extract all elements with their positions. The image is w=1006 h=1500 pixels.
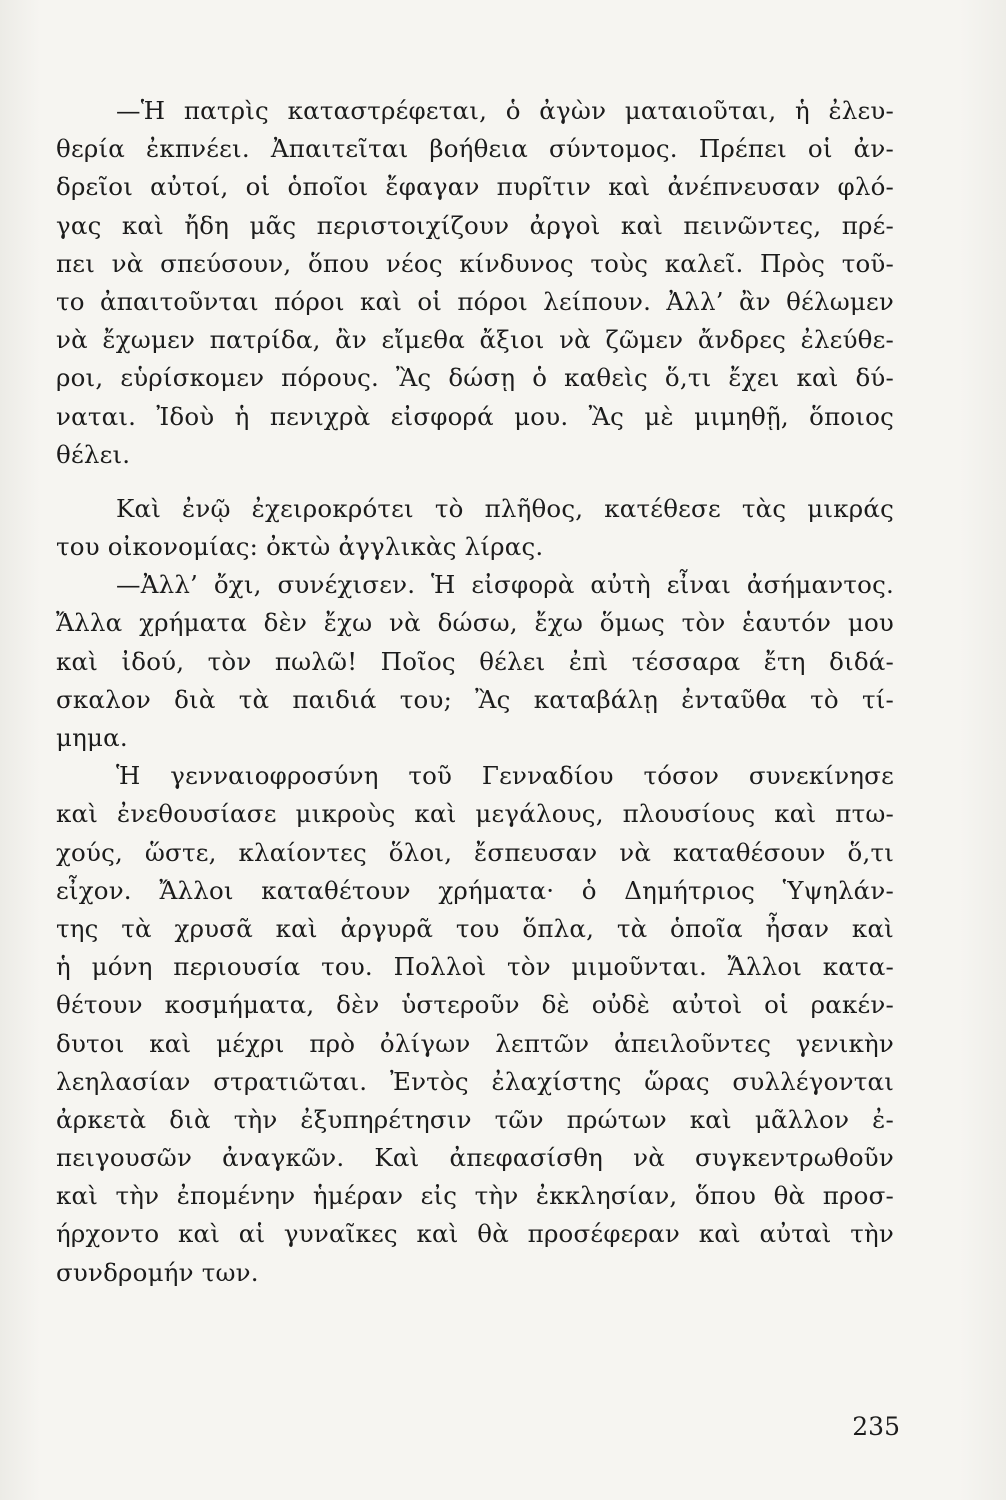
text-line: δρεῖοι αὐτοί, οἱ ὁποῖοι ἔφαγαν πυρῖτιν καὶ ἀνέπνευσαν φλό-	[56, 172, 894, 202]
text-line: λεηλασίαν στρατιῶται. Ἐντὸς ἐλαχίστης ὥρας συλλέγονται	[56, 1066, 894, 1096]
text-line: μημα.	[56, 723, 128, 752]
text-line: θέτουν κοσμήματα, δὲν ὑστεροῦν δὲ οὐδὲ αὐτοὶ οἱ ρακέν-	[56, 990, 894, 1020]
text-line: του οἰκονομίας: ὀκτὼ ἀγγλικὰς λίρας.	[56, 532, 544, 562]
text-line: —Ἡ πατρὶς καταστρέφεται, ὁ ἀγὼν ματαιοῦται, ἡ ἐλευ-	[116, 96, 894, 125]
text-line: ροι, εὑρίσκομεν πόρους. Ἂς δώσῃ ὁ καθεὶς ὅ,τι ἔχει καὶ δύ-	[56, 363, 894, 393]
text-line: το ἀπαιτοῦνται πόροι καὶ οἱ πόροι λείπουν. Ἀλλ’ ἂν θέλωμεν	[56, 286, 894, 316]
text-line: εἶχον. Ἄλλοι καταθέτουν χρήματα· ὁ Δημήτριος Ὑψηλάν-	[56, 875, 894, 905]
text-line: πει νὰ σπεύσουν, ὅπου νέος κίνδυνος τοὺς καλεῖ. Πρὸς τοῦ-	[56, 248, 894, 278]
paragraph	[56, 490, 894, 566]
text-line: καὶ ἐνεθουσίασε μικροὺς καὶ μεγάλους, πλουσίους καὶ πτω-	[56, 799, 894, 829]
text-line: ναται. Ἰδοὺ ἡ πενιχρὰ εἰσφορά μου. Ἂς μὲ μιμηθῇ, ὅποιος	[56, 401, 894, 431]
text-line: πειγουσῶν ἀναγκῶν. Καὶ ἀπεφασίσθη νὰ συγκεντρωθοῦν	[56, 1143, 894, 1173]
text-line: Ἄλλα χρήματα δὲν ἔχω νὰ δώσω, ἔχω ὅμως τὸν ἑαυτόν μου	[56, 608, 894, 638]
text-line: σκαλον διὰ τὰ παιδιά του; Ἂς καταβάλῃ ἐνταῦθα τὸ τί-	[56, 684, 894, 714]
paragraph	[56, 566, 894, 757]
text-line: χούς, ὥστε, κλαίοντες ὅλοι, ἔσπευσαν νὰ καταθέσουν ὅ,τι	[56, 837, 894, 867]
text-line: θερία ἐκπνέει. Ἀπαιτεῖται βοήθεια σύντομος. Πρέπει οἱ ἀν-	[56, 134, 894, 164]
text-line: καὶ ἰδού, τὸν πωλῶ! Ποῖος θέλει ἐπὶ τέσσαρα ἔτη διδά-	[56, 646, 894, 676]
text-line: της τὰ χρυσᾶ καὶ ἀργυρᾶ του ὅπλα, τὰ ὁποῖα ἦσαν καὶ	[56, 913, 894, 943]
text-line: Καὶ ἐνῷ ἐχειροκρότει τὸ πλῆθος, κατέθεσε τὰς μικράς	[116, 493, 894, 523]
text-line: ἡ μόνη περιουσία του. Πολλοὶ τὸν μιμοῦνται. Ἄλλοι κατα-	[56, 952, 894, 982]
text-line: θέλει.	[56, 439, 131, 469]
text-line: γας καὶ ἤδη μᾶς περιστοιχίζουν ἀργοὶ καὶ πεινῶντες, πρέ-	[56, 210, 894, 240]
text-line: συνδρομήν των.	[56, 1257, 259, 1287]
page-number: 235	[852, 1412, 900, 1441]
text-line: ἀρκετὰ διὰ τὴν ἐξυπηρέτησιν τῶν πρώτων καὶ μᾶλλον ἐ-	[56, 1104, 894, 1134]
text-line: ήρχοντο καὶ αἱ γυναῖκες καὶ θὰ προσέφεραν καὶ αὐταὶ τὴν	[56, 1219, 894, 1249]
paragraph	[56, 92, 894, 474]
text-line: δυτοι καὶ μέχρι πρὸ ὀλίγων λεπτῶν ἀπειλοῦντες γενικὴν	[56, 1028, 894, 1058]
body-text	[56, 92, 894, 1292]
text-line: Ἡ γενναιοφροσύνη τοῦ Γενναδίου τόσον συνεκίνησε	[116, 761, 894, 791]
text-line: —Ἀλλ’ ὄχι, συνέχισεν. Ἡ εἰσφορὰ αὐτὴ εἶναι ἀσήμαντος.	[116, 570, 894, 600]
text-line: καὶ τὴν ἐπομένην ἡμέραν εἰς τὴν ἐκκλησίαν, ὅπου θὰ προσ-	[56, 1181, 894, 1211]
text-line: νὰ ἔχωμεν πατρίδα, ἂν εἴμεθα ἄξιοι νὰ ζῶμεν ἄνδρες ἐλεύθε-	[56, 325, 894, 355]
paragraph	[56, 757, 894, 1292]
